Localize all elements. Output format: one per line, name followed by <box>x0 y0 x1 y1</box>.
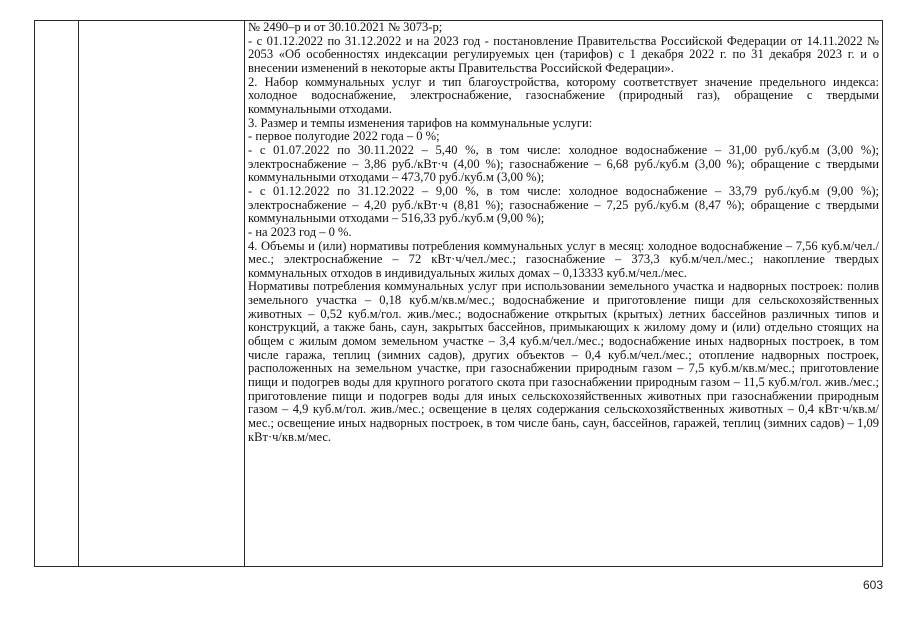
table-left-border <box>34 20 35 567</box>
paragraph-order-ref: № 2490–р и от 30.10.2021 № 3073-р; <box>248 21 443 34</box>
paragraph-utilities-set: 2. Набор коммунальных услуг и тип благоустройства, которому соответствует значение предельного индекса: холодное водоснабжение, электроснабжение, газоснабжение (природный газ), обращение с твердыми коммунальными отходами. <box>248 74 879 116</box>
table-bottom-border <box>34 566 883 567</box>
page-number: 603 <box>862 578 883 592</box>
paragraph-tariff-jul-nov-2022: - с 01.07.2022 по 30.11.2022 – 5,40 %, в том числе: холодное водоснабжение – 31,00 руб./куб.м (3,00 %); электроснабжение – 3,86 руб./кВт·ч (4,00 %); газоснабжение – 6,68 руб./куб.м (3,00 %); обращение с твердыми коммунальными отходами – 473,70 руб./куб.м (3,00 %); <box>248 142 879 185</box>
table-column-divider-2 <box>244 20 245 567</box>
paragraph-land-plot-norms: Нормативы потребления коммунальных услуг при использовании земельного участка и надворных построек: полив земельного участка – 0,18 куб.м/кв.м/мес.; водоснабжение и приготовление пищи для сельскохозяйственных животных – 0,52 куб.м/гол. жив./мес.; водоснабжение открытых (крытых) летних бассейнов различных типов и конструкций, а также бань, саун, закрытых бассейнов, примыкающих к жилому дому и (или) отдельно стоящих на общем с жилым домом земельном участке – 3,4 куб.м/чел./мес.; водоснабжение иных надворных построек, в том числе гаража, теплиц (зимних садов), других объектов – 0,4 куб.м/чел./мес.; отопление надворных построек, расположенных на земельном участке, при газоснабжении природным газом – 7,5 куб.м/кв.м/мес.; приготовление пищи и подогрев воды для крупного рогатого скота при газоснабжении природным газом – 11,5 куб.м/гол. жив./мес.; приготовление пищи и подогрев воды для иных сельскохозяйственных животных при газоснабжении природным газом – 4,9 куб.м/гол. жив./мес.; освещение в целях содержания сельскохозяйственных животных – 0,4 кВт·ч/кв.м/мес.; освещение иных надворных построек, в том числе бань, саун, бассейнов, гаражей, теплиц (зимних садов) – 1,09 кВт·ч/кв.м/мес. <box>248 279 879 444</box>
table-column-divider-1 <box>78 20 79 567</box>
paragraph-tariff-dec-2022: - с 01.12.2022 по 31.12.2022 – 9,00 %, в том числе: холодное водоснабжение – 33,79 руб./куб.м (9,00 %); электроснабжение – 4,20 руб./кВт·ч (8,81 %); газоснабжение – 7,25 руб./куб.м (8,47 %); обращение с твердыми коммунальными отходами – 516,33 руб./куб.м (9,00 %); <box>248 183 879 226</box>
paragraph-consumption-norms: 4. Объемы и (или) нормативы потребления коммунальных услуг в месяц: холодное водоснабжение – 7,56 куб.м/чел./мес.; электроснабжение – 72 кВт·ч/чел./мес.; газоснабжение – 373,3 куб.м/чел./мес.; накопление твердых коммунальных отходов в индивидуальных жилых домах – 0,13333 куб.м/чел./мес. <box>248 238 879 280</box>
table-right-border <box>882 20 883 567</box>
paragraph-tariff-h1-2022: - первое полугодие 2022 года – 0 %; <box>248 129 440 144</box>
paragraph-indexation-decree: - с 01.12.2022 по 31.12.2022 и на 2023 год - постановление Правительства Российской Федерации от 14.11.2022 № 2053 «Об особенностях индексации регулируемых цен (тарифов) с 1 декабря 2022 г. по 31 декабря 2023 г. и о внесении изменений в некоторые акты Правительства Российской Федерации». <box>248 33 879 75</box>
paragraph-tariff-heading: 3. Размер и темпы изменения тарифов на коммунальные услуги: <box>248 115 593 130</box>
paragraph-tariff-2023: - на 2023 год – 0 %. <box>248 224 352 239</box>
table-text-cell <box>248 21 879 564</box>
